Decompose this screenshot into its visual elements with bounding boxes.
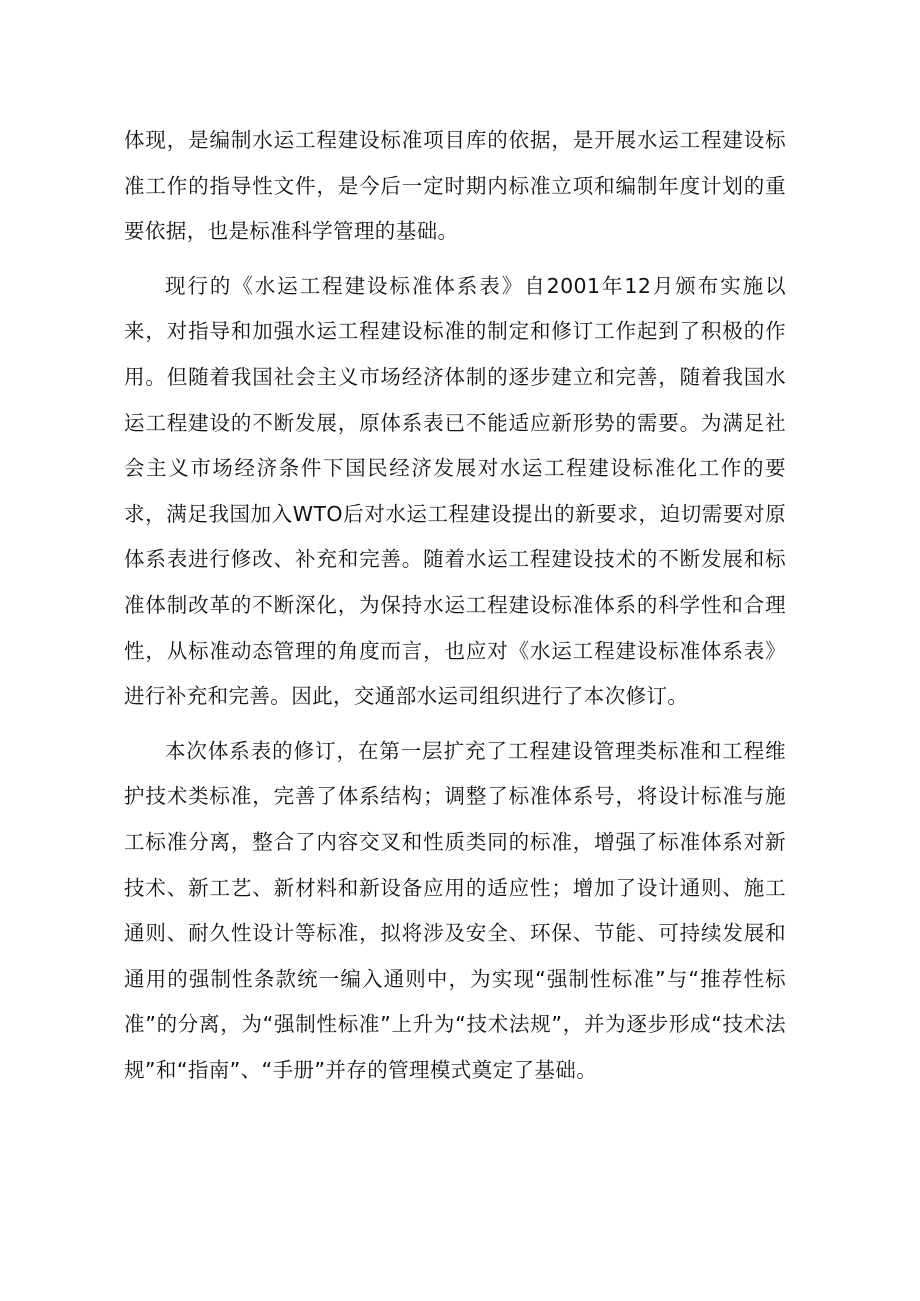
paragraph-2: 现行的《水运工程建设标准体系表》自2001年12月颁布实施以来，对指导和加强水运工程建设标准的制定和修订工作起到了积极的作用。但随着我国社会主义市场经济体制的逐步建立和完善，随着我国水运工程建设的不断发展，原体系表已不能适应新形势的需要。为满足社会主义市场经济条件下国民经济发展对水运工程建设标准化工作的要求，满足我国加入WTO后对水运工程建设提出的新要求，迫切需要对原体系表进行修改、补充和完善。随着水运工程建设技术的不断发展和标准体制改革的不断深化，为保持水运工程建设标准体系的科学性和合理性，从标准动态管理的角度而言，也应对《水运工程建设标准体系表》进行补充和完善。因此，交通部水运司组织进行了本次修订。 <box>124 273 786 709</box>
paragraph-3: 本次体系表的修订，在第一层扩充了工程建设管理类标准和工程维护技术类标准，完善了体系结构；调整了标准体系号，将设计标准与施工标准分离，整合了内容交叉和性质类同的标准，增强了标准体系对新技术、新工艺、新材料和新设备应用的适应性；增加了设计通则、施工通则、耐久性设计等标准，拟将涉及安全、环保、节能、可持续发展和通用的强制性条款统一编入通则中，为实现“强制性标准”与“推荐性标准”的分离，为“强制性标准”上升为“技术法规”，并为逐步形成“技术法规”和“指南”、“手册”并存的管理模式奠定了基础。 <box>124 738 786 1082</box>
paragraph-1: 体现，是编制水运工程建设标准项目库的依据，是开展水运工程建设标准工作的指导性文件，是今后一定时期内标准立项和编制年度计划的重要依据，也是标准科学管理的基础。 <box>124 128 786 244</box>
paragraph-gap <box>124 255 786 264</box>
paragraph-gap <box>124 720 786 729</box>
document-body <box>124 118 786 1093</box>
